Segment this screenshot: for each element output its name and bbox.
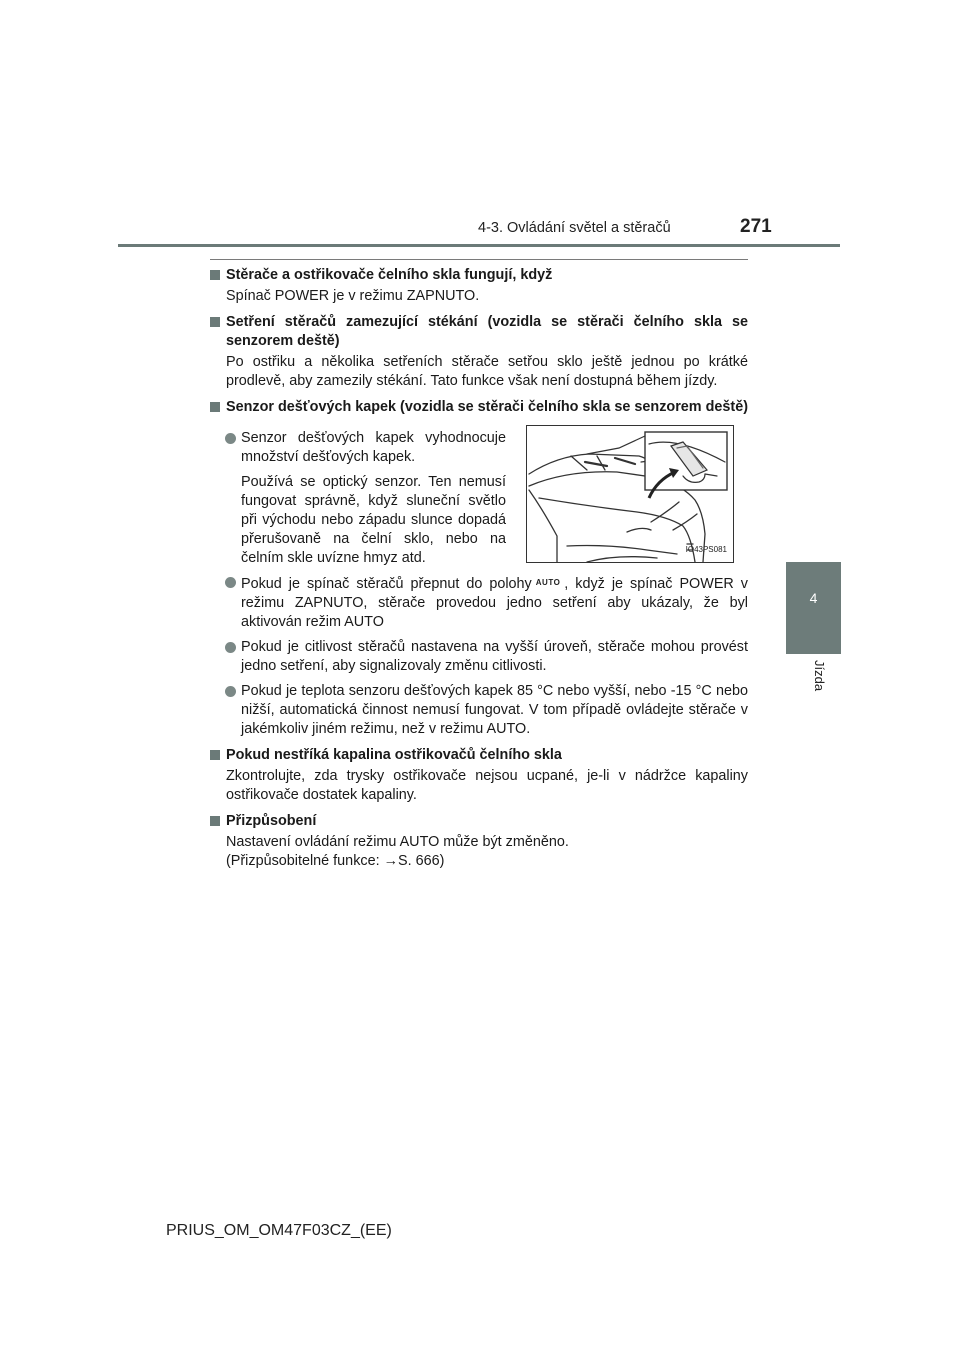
content-rule [210,259,748,260]
bullet-auto-position: Pokud je spínač stěračů přepnut do polohy AUTO , když je spínač POWER v režimu ZAPNUTO, stěrače provedou jedno setření aby ukázaly, že byl aktivován režim AUTO [210,573,748,632]
text-washer-fluid: Zkontrolujte, zda trysky ostřikovače nejsou ucpané, je-li v nádržce kapaliny ostřikovače dostatek kapaliny. [226,768,748,803]
chapter-number: 4 [809,590,818,606]
chapter-name: Jízda [812,660,827,692]
bullet-sensitivity: Pokud je citlivost stěračů nastavena na vyšší úroveň, stěrače mohou provést jedno setření, aby signalizovaly změnu citlivosti. [210,638,748,676]
page-number: 271 [740,216,772,237]
text-customization [210,833,748,871]
heading-customization: Přizpůsobení [210,812,748,831]
bullet-sensor-measures: Senzor dešťových kapek vyhodnocuje množství dešťových kapek. [210,429,506,467]
heading-rain-sensor: Senzor dešťových kapek (vozidla se stěrači čelního skla se senzorem deště) [210,398,748,417]
header-rule [118,244,840,247]
square-bullet-icon [210,402,220,412]
customization-reference-link[interactable]: (Přizpůsobitelné funkce: →S. 666) [226,853,445,869]
round-bullet-icon [225,577,236,588]
text-optical-sensor: Používá se optický senzor. Ten nemusí fungovat správně, když sluneční světlo při východu nebo západu slunce dopadá přerušovaně na čelní sklo, nebo na čelním skle uvízne hmyz atd. [241,474,506,566]
sensor-text [210,423,506,568]
rain-sensor-figure [526,425,734,563]
content [210,266,748,871]
square-bullet-icon [210,270,220,280]
sensor-block [210,423,748,569]
round-bullet-icon [225,686,236,697]
text-drip-wipe: Po ostřiku a několika setřeních stěrače setřou sklo ještě jednou po krátké prodlevě, aby zamezily stékání. Tato funkce však není dostupná během jízdy. [226,354,748,389]
heading-drip-wipe: Setření stěračů zamezující stékání (vozidla se stěrači čelního skla se senzorem deště) [210,313,748,351]
square-bullet-icon [210,750,220,760]
heading-washer-fluid: Pokud nestříká kapalina ostřikovačů čelního skla [210,746,748,765]
chapter-tab [786,562,841,654]
round-bullet-icon [225,433,236,444]
customization-line: Nastavení ovládání režimu AUTO může být změněno. [226,834,569,850]
auto-mode-icon: AUTO [535,578,561,587]
section-title: 4-3. Ovládání světel a stěračů [478,220,671,236]
round-bullet-icon [225,642,236,653]
footer-code: PRIUS_OM_OM47F03CZ_(EE) [166,1222,392,1239]
square-bullet-icon [210,816,220,826]
square-bullet-icon [210,317,220,327]
figure-code: IO43PS081 [685,545,727,554]
bullet-temperature: Pokud je teplota senzoru dešťových kapek 85 °C nebo vyšší, nebo -15 °C nebo nižší, automatická činnost nemusí fungovat. V tom případě ovládejte stěrače v jakémkoliv jiném režimu, než v režimu AUTO. [210,682,748,739]
text-wipers-operate: Spínač POWER je v režimu ZAPNUTO. [226,288,480,304]
heading-wipers-operate: Stěrače a ostřikovače čelního skla fungují, když [210,266,748,285]
